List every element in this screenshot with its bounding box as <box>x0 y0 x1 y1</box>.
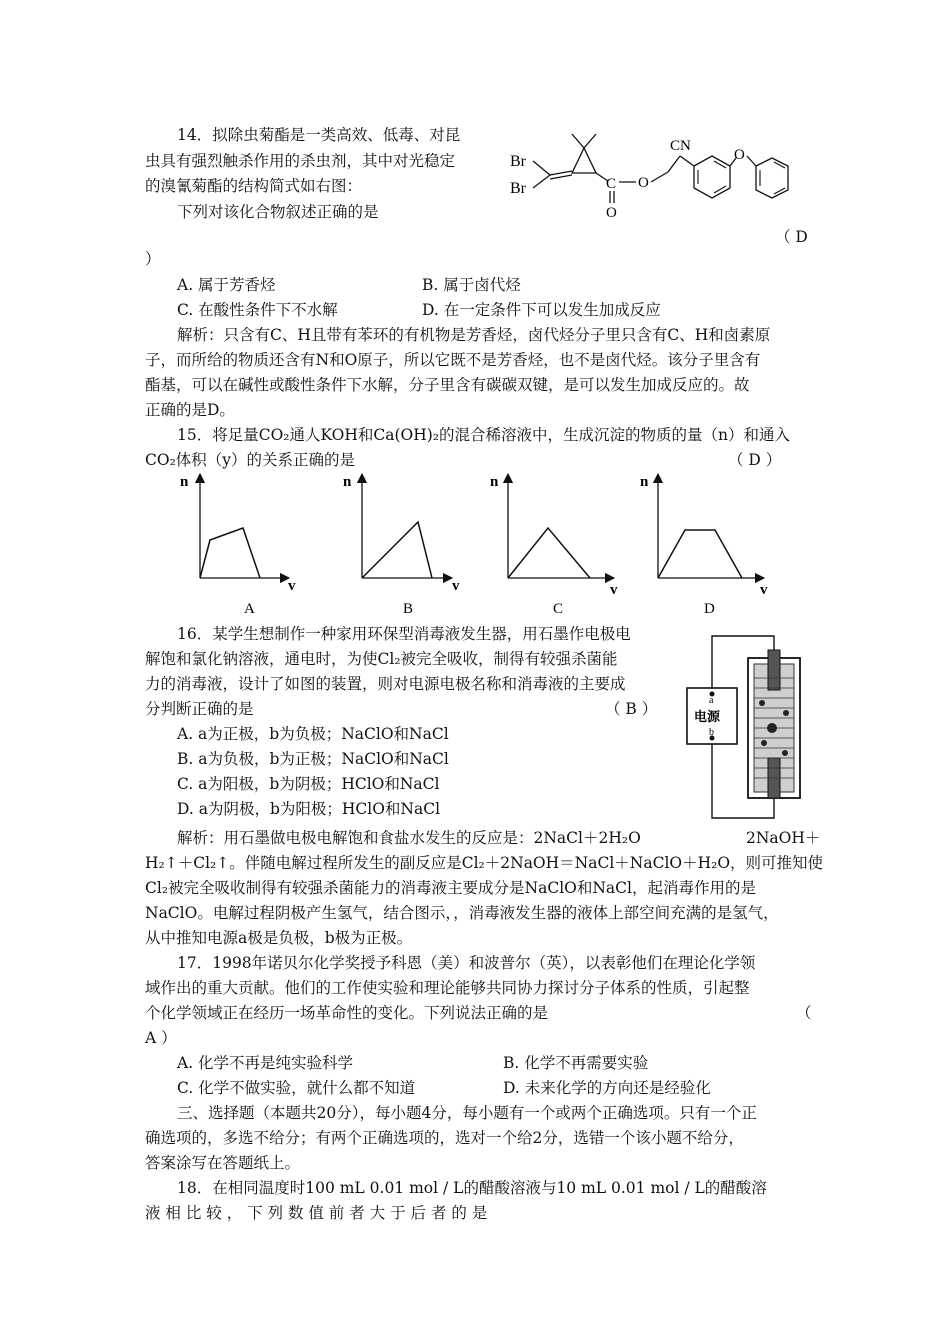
ether-o-label: O <box>734 147 745 163</box>
graph-d-ylabel: n <box>640 474 649 490</box>
power-source-label: 电源 <box>694 709 721 724</box>
q17-option-a: A. 化学不再是纯实验科学 <box>177 1054 354 1072</box>
q16-explanation-1b: 2NaOH＋ <box>746 829 821 847</box>
q15-line1: 15．将足量CO₂通人KOH和Ca(OH)₂的混合稀溶液中，生成沉淀的物质的量（n）和通入 <box>177 426 791 444</box>
br-label-2: Br <box>510 180 526 197</box>
graph-c-caption: C <box>553 601 564 617</box>
graph-c-curve <box>508 528 590 578</box>
carbonyl-c-label: C <box>606 176 617 192</box>
graph-c <box>490 474 618 617</box>
q14-line3: 的溴氰菊酯的结构简式如右图： <box>145 177 363 195</box>
q17-line2: 域作出的重大贡献。他们的工作使实验和理论能够共同协力探讨分子体系的性质，引起整 <box>145 979 750 997</box>
graph-b-xlabel: v <box>452 578 460 594</box>
br-label-1: Br <box>510 153 526 170</box>
electrolysis-device <box>682 628 812 826</box>
section3-line1: 三、选择题（本题共20分），每小题4分，每小题有一个或两个正确选项。只有一个正 <box>177 1104 757 1122</box>
q16-explanation-2: H₂↑＋Cl₂↑。伴随电解过程所发生的副反应是Cl₂＋2NaOH＝NaCl＋NaClO＋H₂O，则可推知使 <box>145 854 824 872</box>
q17-option-c: C. 化学不做实验，就什么都不知道 <box>177 1079 416 1097</box>
q18-line2: 液 相 比 较 ， 下 列 数 值 前 者 大 于 后 者 的 是 <box>145 1204 488 1222</box>
q16-answer: （ B ） <box>605 700 658 718</box>
q17-answer-open: （ <box>796 1004 812 1022</box>
q16-line1: 16．某学生想制作一种家用环保型消毒液发生器，用石墨作电极电 <box>177 625 631 643</box>
terminal-b-label: b <box>709 727 714 738</box>
graph-b-caption: B <box>403 601 414 617</box>
carbonyl-o-label: O <box>606 205 617 221</box>
graph-a-curve <box>200 528 260 578</box>
q16-option-c: C. a为阳极，b为阴极；HClO和NaCl <box>177 775 440 793</box>
q14-line1: 14．拟除虫菊酯是一类高效、低毒、对昆 <box>177 126 461 144</box>
q16-option-d: D. a为阴极，b为阳极；HClO和NaCl <box>177 800 441 818</box>
deltamethrin-structure <box>500 128 800 228</box>
cn-label: CN <box>670 138 691 154</box>
q16-explanation-4: NaClO。电解过程阴极产生氢气，结合图示，，消毒液发生器的液体上部空间充满的是氢气， <box>145 904 779 922</box>
q14-option-b: B. 属于卤代烃 <box>422 276 521 294</box>
section3-line3: 答案涂写在答题纸上。 <box>145 1154 301 1172</box>
graph-d <box>640 474 768 617</box>
q17-option-d: D. 未来化学的方向还是经验化 <box>503 1079 711 1097</box>
q18-line1: 18．在相同温度时100 mL 0.01 mol / L的醋酸溶液与10 mL 0.01 mol / L的醋酸溶 <box>177 1179 767 1197</box>
q14-line2: 虫具有强烈触杀作用的杀虫剂，其中对光稳定 <box>145 152 456 170</box>
q16-line4: 分判断正确的是 <box>145 700 254 718</box>
graph-d-xlabel: v <box>760 582 768 598</box>
q16-explanation-5: 从中推知电源a极是负极，b极为正极。 <box>145 929 413 947</box>
graph-c-xlabel: v <box>610 582 618 598</box>
q15-line2: CO₂体积（y）的关系正确的是 <box>145 451 356 469</box>
q14-explanation-3: 酯基，可以在碱性或酸性条件下水解，分子里含有碳碳双键，是可以发生加成反应的。故 <box>145 376 750 394</box>
graph-b-curve <box>362 522 432 578</box>
q14-line4: 下列对该化合物叙述正确的是 <box>177 203 379 221</box>
q14-answer: （ D <box>775 228 808 246</box>
graph-a-ylabel: n <box>180 474 189 490</box>
q17-option-b: B. 化学不再需要实验 <box>503 1054 649 1072</box>
ester-o-label: O <box>638 175 649 191</box>
terminal-a-label: a <box>709 695 714 706</box>
q16-line3: 力的消毒液，设计了如图的装置，则对电源电极名称和消毒液的主要成 <box>145 675 626 693</box>
q14-explanation-4: 正确的是D。 <box>145 401 235 419</box>
graph-a-caption: A <box>244 601 255 617</box>
q14-option-c: C. 在酸性条件下不水解 <box>177 301 338 319</box>
q15-answer: （ D ） <box>728 451 782 469</box>
q14-option-d: D. 在一定条件下可以发生加成反应 <box>422 301 661 319</box>
graph-c-ylabel: n <box>490 474 499 490</box>
q15-graphs <box>180 470 800 620</box>
q14-option-a: A. 属于芳香烃 <box>177 276 276 294</box>
q17-answer-close: A ） <box>145 1029 177 1047</box>
graph-b <box>343 474 460 617</box>
q16-option-b: B. a为负极，b为正极；NaClO和NaCl <box>177 750 449 768</box>
q14-explanation-2: 子，而所给的物质还含有N和O原子，所以它既不是芳香烃，也不是卤代烃。该分子里含有 <box>145 351 761 369</box>
graphite-electrode-top <box>768 650 780 690</box>
graph-b-ylabel: n <box>343 474 352 490</box>
q16-explanation-3: Cl₂被完全吸收制得有较强杀菌能力的消毒液主要成分是NaClO和NaCl，起消毒作用的是 <box>145 879 756 897</box>
section3-line2: 确选项的，多选不给分；有两个正确选项的，选对一个给2分，选错一个该小题不给分， <box>145 1129 744 1147</box>
q16-explanation-1a: 解析：用石墨做电极电解饱和食盐水发生的反应是：2NaCl＋2H₂O <box>177 829 641 847</box>
q17-line3: 个化学领域正在经历一场革命性的变化。下列说法正确的是 <box>145 1004 549 1022</box>
q17-line1: 17．1998年诺贝尔化学奖授予科恩（美）和波普尔（英），以表彰他们在理论化学领 <box>177 954 756 972</box>
q16-line2: 解饱和氯化钠溶液，通电时，为使Cl₂被完全吸收，制得有较强杀菌能 <box>145 650 618 668</box>
graph-a <box>180 474 296 617</box>
q16-option-a: A. a为正极，b为负极；NaClO和NaCl <box>177 725 449 743</box>
graph-a-xlabel: v <box>288 578 296 594</box>
q14-explanation-1: 解析：只含有C、H且带有苯环的有机物是芳香烃，卤代烃分子里只含有C、H和卤素原 <box>177 326 771 344</box>
graph-d-caption: D <box>704 601 715 617</box>
graph-d-curve <box>658 530 742 578</box>
q14-answer-close: ） <box>145 250 161 268</box>
